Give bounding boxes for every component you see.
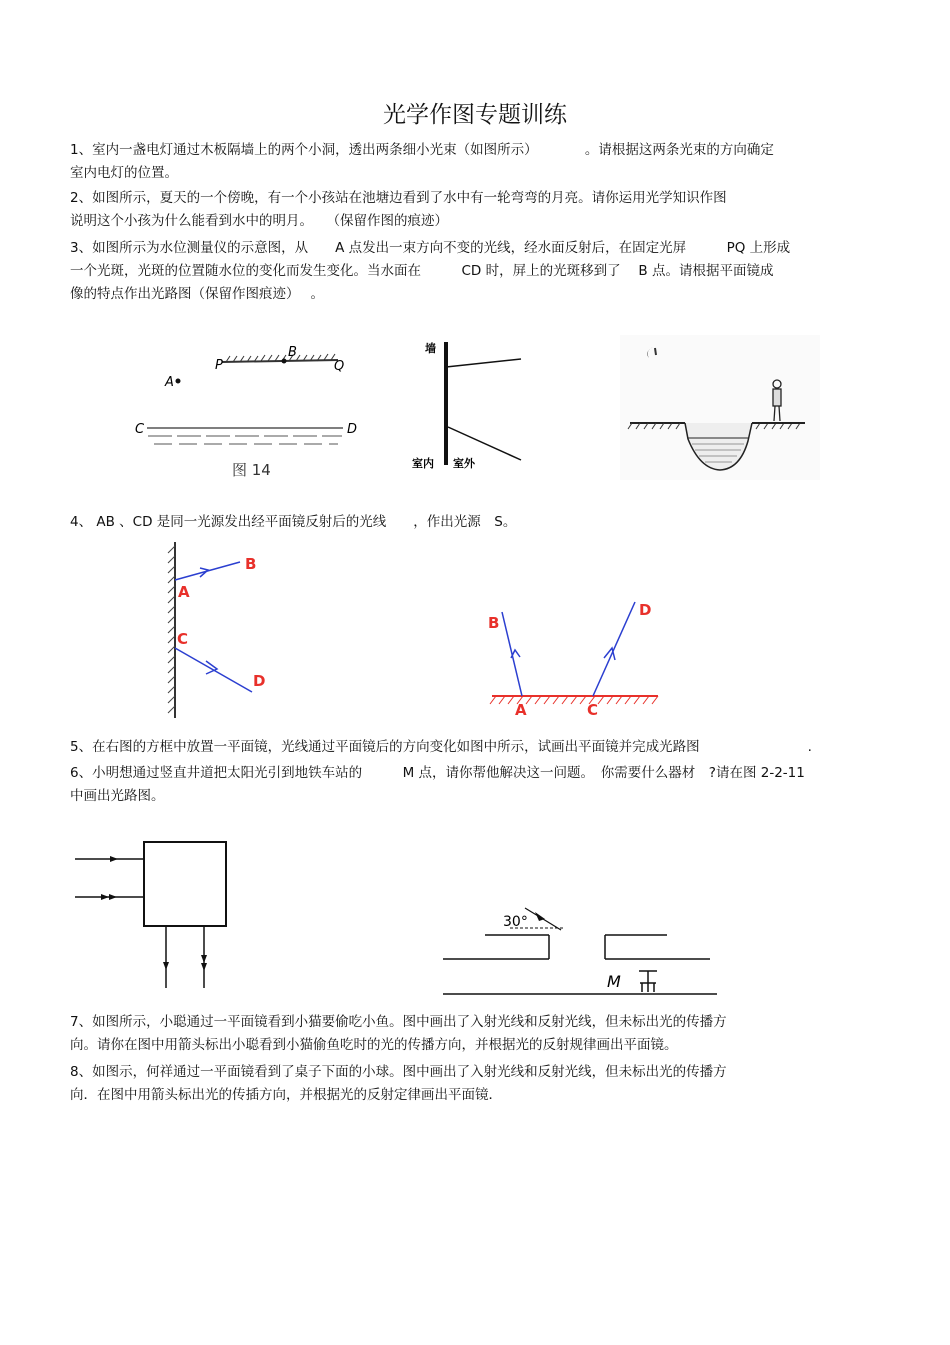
svg-text:室内: 室内 xyxy=(412,457,434,470)
svg-text:B: B xyxy=(245,555,257,573)
svg-text:C: C xyxy=(135,422,145,437)
svg-text:D: D xyxy=(253,672,266,690)
well-figure xyxy=(435,905,725,1000)
question-1: 1、室内一盏电灯通过木板隔墙上的两个小洞，透出两条细小光束（如图所示） 。请根据这两条光束的方向确定 室内电灯的位置。 xyxy=(70,142,774,181)
svg-text:C: C xyxy=(587,701,599,719)
question-8: 8、如图示，何祥通过一平面镜看到了桌子下面的小球。图中画出了入射光线和反射光线，但未标出光的传播方 向．在图中用箭头标出光的传插方向，并根据光的反射定律画出平面镜． xyxy=(70,1064,727,1103)
wall-figure xyxy=(395,338,535,473)
svg-text:M: M xyxy=(607,972,621,991)
svg-text:室外: 室外 xyxy=(453,457,475,470)
question-2: 2、如图所示，夏天的一个傍晚，有一个小孩站在池塘边看到了水中有一轮弯弯的月亮。请你运用光学知识作图 说明这个小孩为什么能看到水中的明月。 （保留作图的痕迹） xyxy=(70,190,727,229)
point-b xyxy=(282,359,287,364)
svg-text:图 14: 图 14 xyxy=(232,461,271,479)
question-4: 4、 AB 、CD 是同一光源发出经平面镜反射后的光线 ，作出光源 S。 xyxy=(70,514,517,530)
svg-text:A: A xyxy=(178,583,190,601)
box-figure xyxy=(70,838,240,998)
target-icon xyxy=(639,971,657,992)
svg-text:D: D xyxy=(347,422,358,437)
svg-text:A: A xyxy=(165,375,174,390)
mirror-figure-a xyxy=(150,540,280,720)
svg-text:C: C xyxy=(177,630,189,648)
svg-text:D: D xyxy=(639,601,652,619)
svg-text:B: B xyxy=(488,614,500,632)
figure-14 xyxy=(80,335,390,485)
point-a xyxy=(176,379,181,384)
svg-text:墙: 墙 xyxy=(425,342,436,355)
svg-text:B: B xyxy=(288,345,297,360)
svg-text:Q: Q xyxy=(334,359,345,374)
mirror-figure-b xyxy=(480,590,670,720)
svg-text:A: A xyxy=(515,701,527,719)
question-5: 5、在右图的方框中放置一平面镜，光线通过平面镜后的方向变化如图中所示，试画出平面镜并完成光路图 . xyxy=(70,739,812,755)
question-3: 3、如图所示为水位测量仪的示意图，从 A 点发出一束方向不变的光线，经水面反射后，在固定光屏 PQ 上形成 一个光斑，光斑的位置随水位的变化而发生变化。当水面在 CD 时，屏上的光斑移到了 B 点。请根据平面镜成 像的特点作出光路图（保留作图痕迹） 。 xyxy=(70,240,791,302)
question-7: 7、如图所示，小聪通过一平面镜看到小猫要偷吃小鱼。图中画出了入射光线和反射光线，但未标出光的传播方 向。请你在图中用箭头标出小聪看到小猫偷鱼吃时的光的传播方向，并根据光的反射规律画出平面镜。 xyxy=(70,1014,727,1053)
pond-figure xyxy=(620,335,820,480)
svg-text:P: P xyxy=(215,358,223,373)
page-title: 光学作图专题训练 xyxy=(383,102,567,128)
question-6: 6、小明想通过竖直井道把太阳光引到地铁车站的 M 点，请你帮他解决这一问题。 你需要什么器材 ?请在图 2-2-11 中画出光路图。 xyxy=(70,765,805,804)
svg-text:30°: 30° xyxy=(503,914,528,930)
